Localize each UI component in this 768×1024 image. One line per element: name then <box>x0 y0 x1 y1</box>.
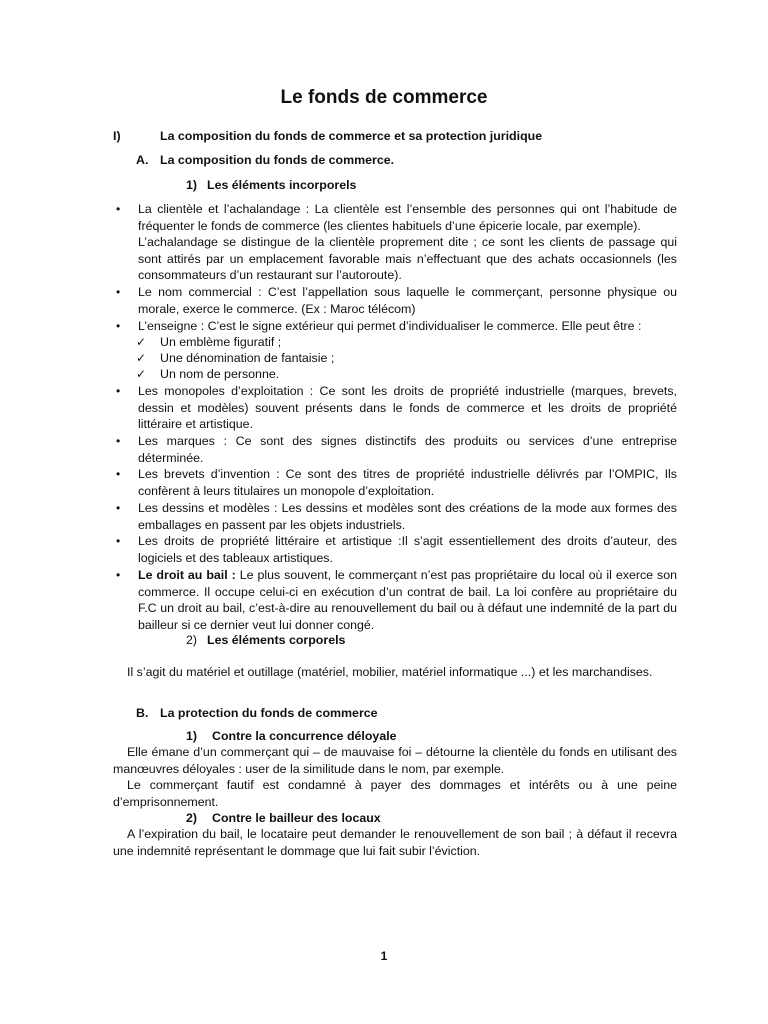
bullet-icon: • <box>116 467 121 481</box>
subheading: Les éléments corporels <box>207 633 346 647</box>
subsection-letter: A. <box>136 153 149 167</box>
bullet-text: Les droits de propriété littéraire et artistique :Il s’agit essentiellement des droits d’auteur, des logiciels et des tableaux artistiques. <box>138 534 677 565</box>
bullet-body: Le plus souvent, le commerçant n’est pas propriétaire du local où il exerce son commerce. Il occupe celui-ci en exécution d’un contrat de bail. La loi confère au propriétaire du F.C un droit au bail, c’est-à-dire au renouvellement du bail ou à défaut une indemnité de la part du bailleur si ce dernier veut lui donner congé. <box>138 568 677 632</box>
bullet-text-continuation: L’achalandage se distingue de la clientèle proprement dite ; ce sont les clients de passage qui sont attirés par un emplacement favorable mais n’effectuant que des achats occasionnels (les consommateurs d’un restaurant sur l’autoroute). <box>138 235 677 283</box>
check-item: Un nom de personne. <box>160 367 280 381</box>
subsection-heading: La protection du fonds de commerce <box>160 706 378 720</box>
bullet-icon: • <box>116 434 121 448</box>
paragraph: A l’expiration du bail, le locataire peut demander le renouvellement de son bail ; à défaut il recevra une indemnité représentant le dommage que lui fait subir l’éviction. <box>113 827 677 858</box>
subheading-number: 2) <box>186 811 198 825</box>
bullet-icon: • <box>116 501 121 515</box>
bullet-icon: • <box>116 285 121 299</box>
subheading: Contre le bailleur des locaux <box>212 811 381 825</box>
bullet-icon: • <box>116 384 121 398</box>
section-heading: La composition du fonds de commerce et sa protection juridique <box>160 129 543 143</box>
bullet-icon: • <box>116 319 121 333</box>
check-item: Une dénomination de fantaisie ; <box>160 351 335 365</box>
checkmark-icon: ✓ <box>136 335 147 349</box>
paragraph: Elle émane d’un commerçant qui – de mauvaise foi – détourne la clientèle du fonds en utilisant des manœuvres déloyales : user de la similitude dans le nom, par exemple. <box>113 745 677 776</box>
bullet-icon: • <box>116 568 121 582</box>
section-number: I) <box>113 129 121 143</box>
paragraph: Le commerçant fautif est condamné à payer des dommages et intérêts ou à une peine d’emprisonnement. <box>113 778 677 809</box>
bullet-text: Le nom commercial : C’est l’appellation sous laquelle le commerçant, personne physique ou morale, exerce le commerce. (Ex : Maroc télécom) <box>138 285 677 316</box>
bullet-icon: • <box>116 202 121 216</box>
bullet-text: Les dessins et modèles : Les dessins et modèles sont des créations de la mode aux formes des emballages en passent par les objets industriels. <box>138 501 677 532</box>
subheading-number: 2) <box>186 633 198 647</box>
paragraph: Il s’agit du matériel et outillage (matériel, mobilier, matériel informatique ...) et les marchandises. <box>127 665 653 679</box>
bullet-text: Les monopoles d’exploitation : Ce sont les droits de propriété industrielle (marques, brevets, dessin et modèles) souvent présents dans le fonds de commerce et les droits de propriété littéraire et artistique. <box>138 384 677 432</box>
checkmark-icon: ✓ <box>136 367 147 381</box>
subheading: Les éléments incorporels <box>207 178 357 192</box>
bullet-text: Les brevets d’invention : Ce sont des titres de propriété industrielle délivrés par l’OMPIC, Ils confèrent à leurs titulaires un monopole d’exploitation. <box>138 467 677 498</box>
bullet-text: Les marques : Ce sont des signes distinctifs des produits ou services d’une entreprise déterminée. <box>138 434 677 465</box>
subsection-heading: La composition du fonds de commerce. <box>160 153 395 167</box>
bullet-text: L’enseigne : C’est le signe extérieur qui permet d’individualiser le commerce. Elle peut être : <box>138 319 642 333</box>
check-item: Un emblème figuratif ; <box>160 335 282 349</box>
bullet-lead: Le droit au bail : <box>138 568 236 582</box>
subsection-letter: B. <box>136 706 149 720</box>
bullet-text: La clientèle et l’achalandage : La clientèle est l’ensemble des personnes qui ont l’habitude de fréquenter le fonds de commerce (les clientes habituels d’une épicerie locale, par exemple). <box>138 202 677 233</box>
page-number: 1 <box>380 949 388 963</box>
checkmark-icon: ✓ <box>136 351 147 365</box>
page-title: Le fonds de commerce <box>280 87 488 108</box>
subheading: Contre la concurrence déloyale <box>212 729 397 743</box>
bullet-icon: • <box>116 534 121 548</box>
subheading-number: 1) <box>186 178 198 192</box>
subheading-number: 1) <box>186 729 198 743</box>
bullet-text <box>138 567 677 633</box>
